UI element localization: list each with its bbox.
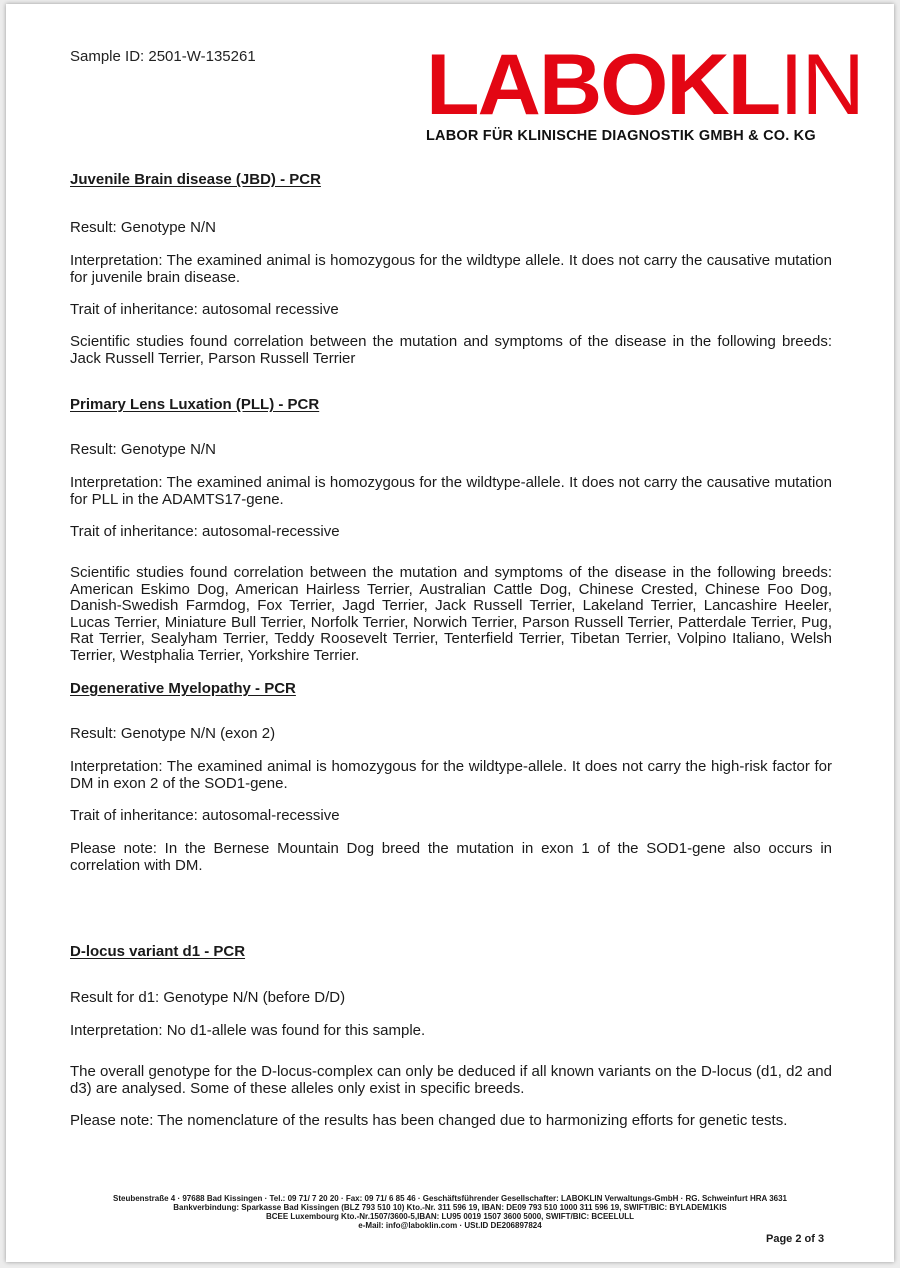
- logo-wordmark-bold: LABOKL: [426, 37, 780, 133]
- result-text: Result: Genotype N/N (exon 2): [70, 725, 276, 742]
- interpretation-text: Interpretation: No d1-allele was found for this sample.: [70, 1022, 426, 1039]
- logo-wordmark-thin: IN: [779, 37, 863, 133]
- footer: [6, 1194, 894, 1230]
- interpretation-text: Interpretation: The examined animal is homozygous for the wildtype-allele. It does not carry the high-risk factor for DM in exon 2 of the SOD1-gene.: [70, 758, 832, 792]
- interpretation-text: Interpretation: The examined animal is homozygous for the wildtype-allele. It does not carry the causative mutation for PLL in the ADAMTS17-gene.: [70, 474, 832, 508]
- footer-bank-1: Bankverbindung: Sparkasse Bad Kissingen (BLZ 793 510 10) Kto.-Nr. 311 596 19, IBAN: DE09 793 510 1000 311 596 19, SWIFT/BIC: BYLADEM1KIS: [173, 1203, 727, 1212]
- trait-text: Trait of inheritance: autosomal-recessive: [70, 523, 340, 540]
- footer-bank-2: BCEE Luxembourg Kto.-Nr.1507/3600-5,IBAN: LU95 0019 1507 3600 5000, SWIFT/BIC: BCEELULL: [265, 1212, 635, 1221]
- report-page: [6, 4, 894, 1262]
- footer-contact: e-Mail: info@laboklin.com · USt.ID DE206897824: [358, 1221, 542, 1230]
- result-text: Result for d1: Genotype N/N (before D/D): [70, 989, 346, 1006]
- studies-text: Scientific studies found correlation between the mutation and symptoms of the disease in the following breeds: Jack Russell Terrier, Parson Russell Terrier: [70, 333, 832, 367]
- logo-subtitle: LABOR FÜR KLINISCHE DIAGNOSTIK GMBH & CO. KG: [426, 128, 816, 144]
- note-text: Please note: The nomenclature of the results has been changed due to harmonizing efforts for genetic tests.: [70, 1112, 788, 1129]
- section-title: Primary Lens Luxation (PLL) - PCR: [70, 396, 320, 413]
- note-text: Please note: In the Bernese Mountain Dog breed the mutation in exon 1 of the SOD1-gene also occurs in correlation with DM.: [70, 840, 832, 874]
- laboklin-logo: [426, 37, 866, 144]
- result-text: Result: Genotype N/N: [70, 441, 216, 458]
- page-number: Page 2 of 3: [766, 1233, 825, 1245]
- trait-text: Trait of inheritance: autosomal recessive: [70, 301, 339, 318]
- studies-text: Scientific studies found correlation between the mutation and symptoms of the disease in the following breeds: American Eskimo Dog, American Hairless Terrier, Australian Cattle Dog, Chinese Crested, Chinese Foo Dog, Danish-Swedish Farmdog, Fox Terrier, Jagd Terrier, Jack Russell Terrier, Lakeland Terrier, Lancashire Heeler, Lucas Terrier, Miniature Bull Terrier, Norfolk Terrier, Norwich Terrier, Parson Russell Terrier, Patterdale Terrier, Pug, Rat Terrier, Sealyham Terrier, Teddy Roosevelt Terrier, Tenterfield Terrier, Tibetan Terrier, Volpino Italiano, Welsh Terrier, Westphalia Terrier, Yorkshire Terrier.: [70, 564, 832, 664]
- section-title: Juvenile Brain disease (JBD) - PCR: [70, 171, 321, 188]
- overall-genotype-text: The overall genotype for the D-locus-complex can only be deduced if all known variants on the D-locus (d1, d2 and d3) are analysed. Some of these alleles only exist in specific breeds.: [70, 1063, 832, 1097]
- logo-wordmark: [426, 37, 875, 133]
- interpretation-text: Interpretation: The examined animal is homozygous for the wildtype allele. It does not carry the causative mutation for juvenile brain disease.: [70, 252, 832, 286]
- trait-text: Trait of inheritance: autosomal-recessive: [70, 807, 340, 824]
- footer-address: Steubenstraße 4 · 97688 Bad Kissingen · Tel.: 09 71/ 7 20 20 · Fax: 09 71/ 6 85 46 · Geschäftsführender Gesellschafter: LABOKLIN Verwaltungs-GmbH · RG. Schweinfurt HRA 3631: [113, 1194, 787, 1203]
- section-title: Degenerative Myelopathy - PCR: [70, 680, 296, 697]
- section-title: D-locus variant d1 - PCR: [70, 943, 246, 960]
- result-text: Result: Genotype N/N: [70, 219, 216, 236]
- sample-id: Sample ID: 2501-W-135261: [70, 48, 256, 65]
